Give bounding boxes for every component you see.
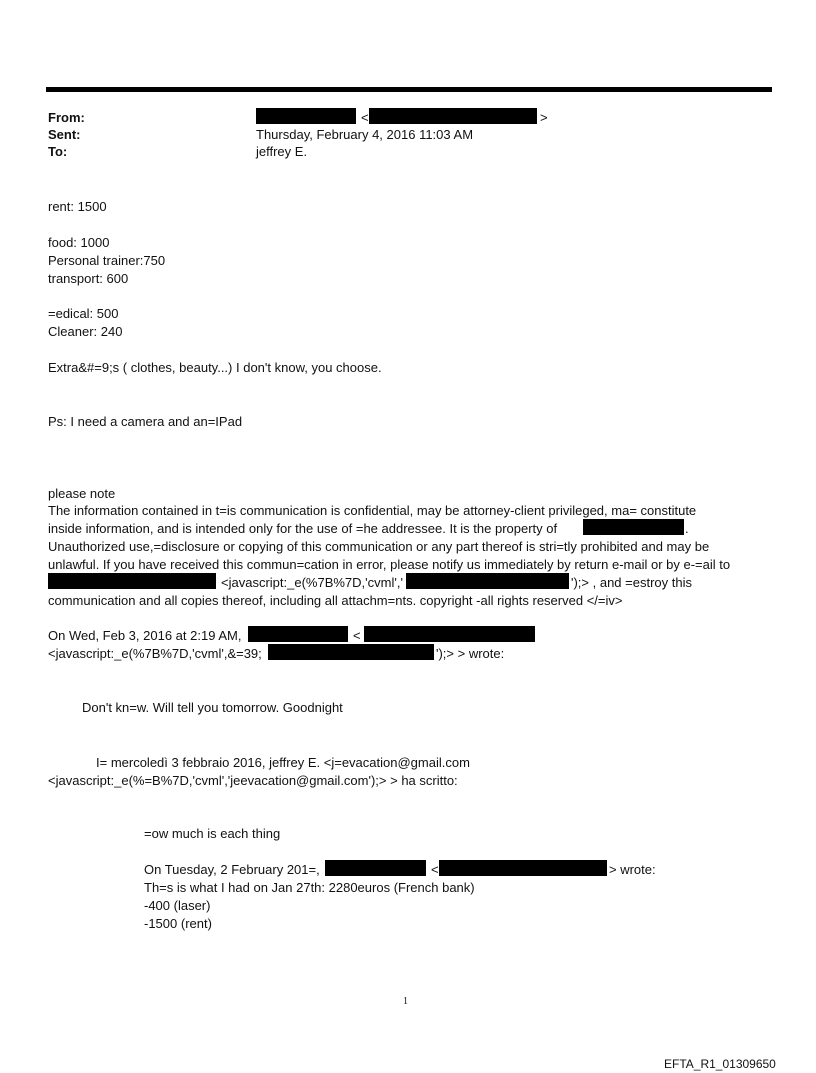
disclaimer-note: please note bbox=[48, 486, 116, 501]
body-ps: Ps: I need a camera and an=IPad bbox=[48, 414, 243, 429]
disclaimer-line-5a: <javascript:_e(%7B%7D,'cvml',' bbox=[221, 575, 403, 590]
disclaimer-line-1: The information contained in t=is communication is confidential, may be attorney-client privileged, ma= constitute bbox=[48, 503, 697, 518]
quote1-line-2-end: ');> > wrote: bbox=[436, 646, 505, 661]
body-extra: Extra&#=9;s ( clothes, beauty...) I don't know, you choose. bbox=[48, 360, 382, 375]
redaction-property-owner bbox=[583, 519, 684, 535]
quote3-line-4: -1500 (rent) bbox=[144, 916, 212, 931]
disclaimer-line-6: communication and all copies thereof, including all attachm=nts. copyright -all rights reserved </=iv> bbox=[48, 593, 623, 608]
to-value: jeffrey E. bbox=[256, 144, 308, 159]
redaction-from-email bbox=[369, 108, 537, 124]
body-medical: =edical: 500 bbox=[48, 306, 119, 321]
header-rule bbox=[46, 87, 772, 92]
redaction-quote1-email bbox=[364, 626, 535, 642]
quote3-line-2: Th=s is what I had on Jan 27th: 2280euros (French bank) bbox=[144, 880, 475, 895]
quote1-reply: Don't kn=w. Will tell you tomorrow. Goodnight bbox=[82, 700, 343, 715]
disclaimer-line-2-end: . bbox=[685, 521, 689, 536]
body-trainer: Personal trainer:750 bbox=[48, 253, 166, 268]
quote1-lt: < bbox=[353, 628, 361, 643]
body-rent: rent: 1500 bbox=[48, 199, 107, 214]
redaction-quote3-name bbox=[325, 860, 426, 876]
page-number: 1 bbox=[403, 996, 408, 1007]
redaction-notify-email bbox=[48, 573, 216, 589]
from-lt: < bbox=[361, 110, 369, 125]
quote3-line-1: On Tuesday, 2 February 201=, bbox=[144, 862, 320, 877]
quote2-line-1: I= mercoledì 3 febbraio 2016, jeffrey E. <j=evacation@gmail.com bbox=[96, 755, 470, 770]
quote1-line-2: <javascript:_e(%7B%7D,'cvml',&=39; bbox=[48, 646, 262, 661]
body-food: food: 1000 bbox=[48, 235, 110, 250]
body-cleaner: Cleaner: 240 bbox=[48, 324, 123, 339]
disclaimer-line-4: unlawful. If you have received this commun=cation in error, please notify us immediately by return e-mail or by e-=ail to bbox=[48, 557, 731, 572]
sent-value: Thursday, February 4, 2016 11:03 AM bbox=[256, 127, 474, 142]
from-label: From: bbox=[48, 110, 85, 125]
body-transport: transport: 600 bbox=[48, 271, 129, 286]
redaction-quote3-email bbox=[439, 860, 607, 876]
quote2-line-2: <javascript:_e(%=B%7D,'cvml','jeevacation@gmail.com');> > ha scritto: bbox=[48, 773, 458, 788]
quote1-line-1: On Wed, Feb 3, 2016 at 2:19 AM, bbox=[48, 628, 242, 643]
disclaimer-line-3: Unauthorized use,=disclosure or copying of this communication or any part thereof is stri=tly prohibited and may be bbox=[48, 539, 710, 554]
document-id: EFTA_R1_01309650 bbox=[664, 1057, 776, 1071]
redaction-from-name bbox=[256, 108, 356, 124]
quote3-line-3: -400 (laser) bbox=[144, 898, 211, 913]
quote2-reply: =ow much is each thing bbox=[144, 826, 281, 841]
redaction-js-email bbox=[406, 573, 569, 589]
disclaimer-line-2: inside information, and is intended only for the use of =he addressee. It is the property of bbox=[48, 521, 558, 536]
redaction-quote1-js-email bbox=[268, 644, 434, 660]
to-label: To: bbox=[48, 144, 68, 159]
disclaimer-line-5b: ');> , and =estroy this bbox=[571, 575, 692, 590]
quote3-lt: < bbox=[431, 862, 439, 877]
from-gt: > bbox=[540, 110, 548, 125]
redaction-quote1-name bbox=[248, 626, 348, 642]
sent-label: Sent: bbox=[48, 127, 81, 142]
quote3-line-1-end: > wrote: bbox=[609, 862, 656, 877]
